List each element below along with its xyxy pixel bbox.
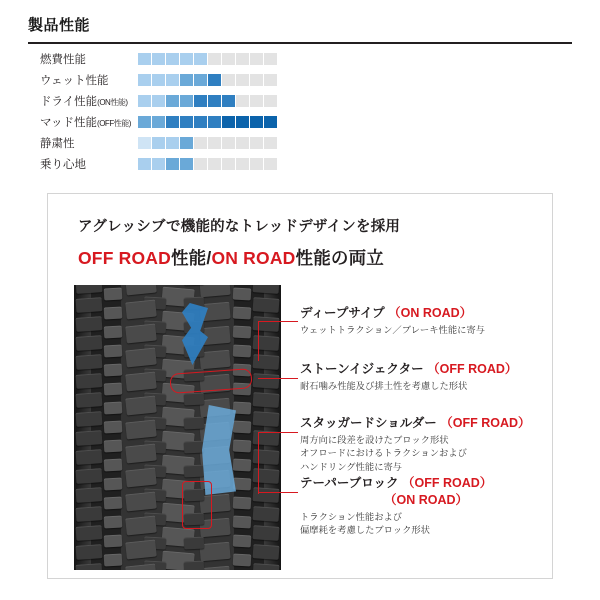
tread-block	[233, 459, 252, 472]
tread-block	[104, 440, 123, 453]
tread-block	[125, 299, 157, 319]
tread-block	[233, 326, 252, 339]
performance-cell	[138, 116, 151, 128]
heading-line-1: アグレッシブで機能的なトレッドデザインを採用	[78, 219, 401, 235]
heading-offroad: OFF ROAD	[78, 248, 171, 268]
tread-block	[253, 525, 280, 541]
callout-title	[300, 475, 550, 509]
performance-cell	[250, 116, 263, 128]
performance-cell	[208, 116, 221, 128]
performance-cell	[208, 95, 221, 107]
performance-cell	[180, 95, 193, 107]
tread-block	[184, 416, 205, 429]
performance-cell	[250, 137, 263, 149]
taper-block-outline	[182, 481, 212, 529]
leader-line-staggered-shoulder	[258, 432, 298, 433]
performance-row-track	[138, 74, 277, 86]
tread-block	[125, 443, 157, 463]
performance-row-label: マッド性能(OFF性能)	[40, 116, 131, 129]
performance-row-track	[138, 116, 277, 128]
performance-cell	[180, 74, 193, 86]
performance-cell	[222, 116, 235, 128]
tread-block	[233, 497, 252, 510]
callout-description: 耐石噛み性能及び排土性を考慮した形状	[300, 380, 468, 391]
heading-mid: 性能/	[170, 248, 212, 268]
performance-cell	[138, 137, 151, 149]
performance-cell	[180, 116, 193, 128]
tread-block	[76, 335, 103, 351]
performance-cell	[222, 95, 235, 107]
callout-tag: （OFF ROAD）	[401, 476, 493, 490]
tread-block	[253, 335, 280, 351]
heading-line-2	[78, 245, 538, 270]
tread-block	[76, 544, 103, 560]
performance-cell	[222, 53, 235, 65]
leader-line-stone-ejector	[258, 378, 298, 379]
tread-block	[125, 395, 157, 415]
tread-block	[104, 345, 123, 358]
performance-cell	[166, 74, 179, 86]
tread-block	[253, 487, 280, 503]
performance-row-track	[138, 53, 277, 65]
callout-title-text: ディープサイプ	[300, 306, 389, 320]
callout-title	[300, 415, 550, 432]
callout-title-text: テーパーブロック	[300, 476, 402, 490]
callout-title	[300, 361, 550, 378]
performance-row-track	[138, 158, 277, 170]
tread-block	[233, 440, 252, 453]
performance-cell	[138, 95, 151, 107]
tread-block	[253, 316, 280, 332]
performance-row	[40, 48, 560, 69]
performance-cell	[152, 158, 165, 170]
performance-cell	[236, 53, 249, 65]
tread-block	[125, 419, 157, 439]
performance-cell	[152, 137, 165, 149]
tread-block	[253, 544, 280, 560]
performance-cell	[250, 158, 263, 170]
performance-cell	[138, 158, 151, 170]
performance-row-label: ドライ性能(ON性能)	[40, 95, 128, 108]
tread-block	[125, 371, 157, 391]
tread-block	[104, 478, 123, 491]
tread-block	[233, 535, 252, 548]
feature-panel-heading	[78, 215, 538, 270]
performance-cell	[194, 116, 207, 128]
performance-cell	[166, 116, 179, 128]
performance-cell	[194, 158, 207, 170]
tread-block	[76, 449, 103, 465]
heading-end: 性能の両立	[295, 248, 384, 268]
performance-chart	[40, 48, 560, 174]
performance-cell	[236, 116, 249, 128]
tread-block	[125, 467, 157, 487]
performance-cell	[166, 137, 179, 149]
tread-block	[104, 383, 123, 396]
performance-cell	[264, 95, 277, 107]
performance-cell	[236, 137, 249, 149]
performance-row-label: 燃費性能	[40, 53, 86, 66]
callout-item	[300, 475, 550, 538]
page-title: 製品性能	[28, 17, 91, 34]
tread-block	[253, 373, 280, 389]
performance-cell	[166, 53, 179, 65]
performance-cell	[166, 158, 179, 170]
tire-tread-image	[74, 285, 281, 570]
tread-block	[104, 554, 123, 567]
tread-block	[184, 536, 205, 549]
tread-block	[184, 440, 205, 453]
tread-block	[104, 535, 123, 548]
tread-block	[104, 326, 123, 339]
callout-title-text: スタッガードショルダー	[300, 416, 441, 430]
tread-block	[125, 491, 157, 511]
tread-block	[125, 539, 157, 559]
tread-block	[253, 468, 280, 484]
tread-block	[233, 554, 252, 567]
tread-block	[233, 421, 252, 434]
performance-cell	[208, 137, 221, 149]
performance-row-sublabel: (OFF性能)	[97, 118, 131, 128]
performance-row-label: 静粛性	[40, 137, 75, 150]
tread-block	[233, 345, 252, 358]
performance-row-sublabel: (ON性能)	[97, 97, 128, 107]
tread-block	[125, 347, 157, 367]
performance-row	[40, 132, 560, 153]
performance-cell	[264, 53, 277, 65]
page-header	[28, 14, 572, 44]
tread-block	[253, 411, 280, 427]
performance-cell	[236, 95, 249, 107]
tread-block	[104, 459, 123, 472]
performance-cell	[222, 137, 235, 149]
tread-block	[76, 411, 103, 427]
leader-line-deep-sipe	[258, 321, 298, 322]
callout-title-text: ストーンイジェクター	[300, 362, 428, 376]
tread-block	[104, 497, 123, 510]
performance-cell	[152, 95, 165, 107]
tread-block	[76, 487, 103, 503]
tread-block	[233, 307, 252, 320]
performance-cell	[194, 53, 207, 65]
performance-cell	[194, 137, 207, 149]
tread-block	[253, 449, 280, 465]
tread-block	[184, 464, 205, 477]
leader-line-taper-block	[258, 492, 298, 493]
performance-cell	[250, 53, 263, 65]
tread-block	[253, 297, 280, 313]
performance-cell	[264, 74, 277, 86]
tread-block	[76, 392, 103, 408]
performance-cell	[166, 95, 179, 107]
header-divider	[28, 42, 572, 44]
performance-row-track	[138, 137, 277, 149]
performance-cell	[152, 116, 165, 128]
performance-cell	[180, 53, 193, 65]
performance-cell	[194, 74, 207, 86]
tread-block	[104, 364, 123, 377]
tread-block	[253, 506, 280, 522]
tread-block	[253, 354, 280, 370]
tread-block	[76, 563, 103, 570]
callout-title	[300, 305, 550, 322]
performance-cell	[152, 74, 165, 86]
callout-tag: （OFF ROAD）	[440, 416, 531, 430]
tread-block	[125, 323, 157, 343]
tread-block	[253, 563, 280, 570]
callout-description: ウェットトラクション／ブレーキ性能に寄与	[300, 324, 486, 335]
performance-row	[40, 90, 560, 111]
callout-description: 周方向に段差を設けたブロック形状 オフロードにおけるトラクションおよび ハンドリング性能に寄与	[300, 434, 467, 472]
performance-cell	[222, 74, 235, 86]
callout-tag: （ON ROAD）	[388, 306, 473, 320]
performance-cell	[208, 158, 221, 170]
tread-block	[76, 316, 103, 332]
performance-row	[40, 69, 560, 90]
performance-cell	[138, 74, 151, 86]
leader-line-vertical-1	[258, 321, 259, 361]
performance-cell	[236, 158, 249, 170]
performance-cell	[264, 158, 277, 170]
tread-block	[184, 392, 205, 405]
tread-block	[76, 373, 103, 389]
tread-block	[184, 560, 205, 570]
performance-cell	[180, 137, 193, 149]
performance-cell	[250, 95, 263, 107]
performance-row-label: 乗り心地	[40, 158, 86, 171]
tread-block	[104, 288, 123, 301]
callout-item	[300, 305, 550, 337]
callout-item	[300, 361, 550, 393]
performance-cell	[264, 116, 277, 128]
callout-item	[300, 415, 550, 474]
performance-cell	[236, 74, 249, 86]
tread-block	[76, 468, 103, 484]
performance-row	[40, 153, 560, 174]
callout-tag: （OFF ROAD）	[427, 362, 518, 376]
tread-block	[104, 402, 123, 415]
performance-row	[40, 111, 560, 132]
tread-block	[76, 525, 103, 541]
leader-line-vertical-2	[258, 432, 259, 494]
performance-cell	[138, 53, 151, 65]
tread-block	[76, 430, 103, 446]
performance-cell	[250, 74, 263, 86]
performance-cell	[222, 158, 235, 170]
tread-block	[76, 297, 103, 313]
tread-block	[104, 421, 123, 434]
tread-block	[253, 392, 280, 408]
performance-cell	[194, 95, 207, 107]
tread-block	[233, 288, 252, 301]
performance-row-track	[138, 95, 277, 107]
callout-description: トラクション性能および 偏摩耗を考慮したブロック形状	[300, 511, 430, 536]
performance-cell	[208, 74, 221, 86]
tread-block	[76, 354, 103, 370]
performance-cell	[180, 158, 193, 170]
tread-block	[125, 515, 157, 535]
performance-cell	[152, 53, 165, 65]
tread-block	[76, 506, 103, 522]
heading-onroad: ON ROAD	[211, 248, 296, 268]
performance-cell	[264, 137, 277, 149]
tread-block	[104, 307, 123, 320]
tread-block	[104, 516, 123, 529]
tread-block	[233, 516, 252, 529]
callout-tag-secondary: （ON ROAD）	[384, 492, 469, 507]
performance-cell	[208, 53, 221, 65]
performance-row-label: ウェット性能	[40, 74, 109, 87]
